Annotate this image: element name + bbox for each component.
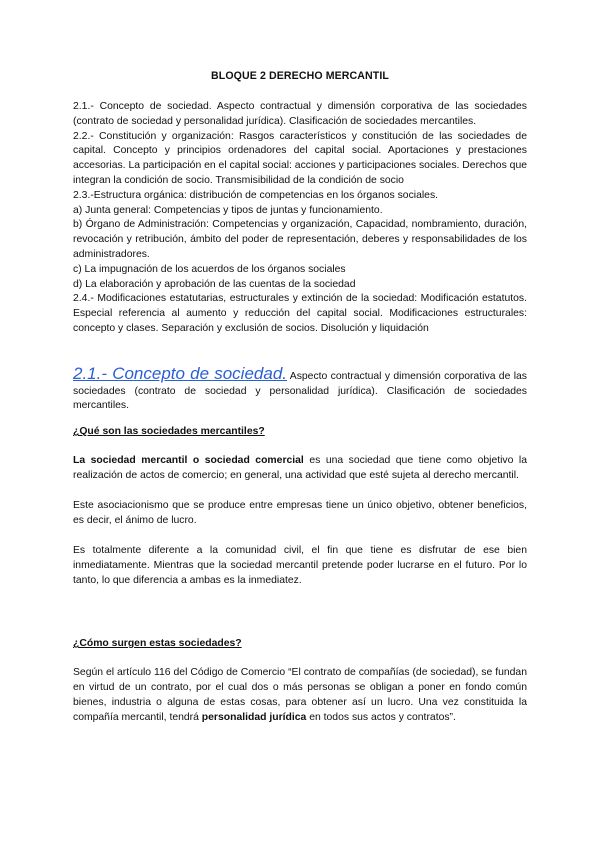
bold-term: La sociedad mercantil o sociedad comercial: [73, 455, 304, 467]
toc-item: b) Órgano de Administración: Competencias y organización, Capacidad, nombramiento, duración, revocación y retribución, ámbito del poder de representación, deberes y responsabilidades de los administradores.: [73, 219, 527, 260]
toc-item: 2.2.- Constitución y organización: Rasgos característicos y constitución de las sociedades de capital. Concepto y principios ordenadores del capital social. Aportaciones y prestaciones accesorias. La participación en el capital social: acciones y participaciones sociales. Derechos que integran la condición de socio. Transmisibilidad de la condición de socio: [73, 130, 527, 186]
toc-item: 2.4.- Modificaciones estatutarias, estructurales y extinción de la sociedad: Modificación estatutos. Especial referencia al aumento y reducción del capital social. Modificaciones estructurales: concepto y clases. Separación y exclusión de socios. Disolución y liquidación: [73, 293, 527, 334]
paragraph: Es totalmente diferente a la comunidad civil, el fin que tiene es disfrutar de ese bien inmediatamente. Mientras que la sociedad mercantil pretende poder lucrarse en el futuro. Por lo tanto, lo que diferencia a ambas es la inmediatez.: [73, 545, 527, 587]
paragraph-text: en todos sus actos y contratos”.: [306, 712, 456, 724]
question-heading: ¿Qué son las sociedades mercantiles?: [73, 426, 265, 438]
bold-term: personalidad jurídica: [201, 712, 307, 724]
toc-item: 2.3.-Estructura orgánica: distribución de competencias en los órganos sociales.: [73, 189, 439, 201]
paragraph: Este asociacionismo que se produce entre empresas tiene un único objetivo, obtener beneficios, es decir, el ánimo de lucro.: [73, 500, 527, 527]
section-heading-paragraph: [73, 363, 527, 414]
section-heading: 2.1.- Concepto de sociedad.: [73, 363, 288, 383]
table-of-contents: [73, 100, 527, 337]
paragraph: [73, 453, 527, 483]
paragraph: [73, 665, 527, 725]
toc-item: 2.1.- Concepto de sociedad. Aspecto contractual y dimensión corporativa de las sociedades (contrato de sociedad y personalidad jurídica). Clasificación de sociedades mercantiles.: [73, 101, 527, 127]
toc-item: a) Junta general: Competencias y tipos de juntas y funcionamiento.: [73, 204, 383, 216]
question-heading: ¿Cómo surgen estas sociedades?: [73, 638, 242, 650]
paragraph-text: es una sociedad que tiene como objetivo la realización de actos de comercio; en general, una actividad que esté sujeta al derecho mercantil.: [73, 455, 527, 482]
toc-item: c) La impugnación de los acuerdos de los órganos sociales: [73, 263, 346, 275]
toc-item: d) La elaboración y aprobación de las cuentas de la sociedad: [73, 278, 356, 290]
section-heading-rest: Aspecto contractual y dimensión corporativa de las sociedades (contrato de sociedad y personalidad jurídica). Clasificación de sociedades mercantiles.: [73, 370, 527, 412]
document-title: BLOQUE 2 DERECHO MERCANTIL: [211, 70, 389, 82]
paragraph-text: Según el artículo 116 del Código de Comercio “El contrato de compañías (de sociedad), se fundan en virtud de un contrato, por el cual dos o más personas se obligan a poner en fondo común bienes, industria o alguna de estas cosas, para obtener así un lucro. Una vez constituida la compañía mercantil, tendrá: [73, 667, 527, 724]
